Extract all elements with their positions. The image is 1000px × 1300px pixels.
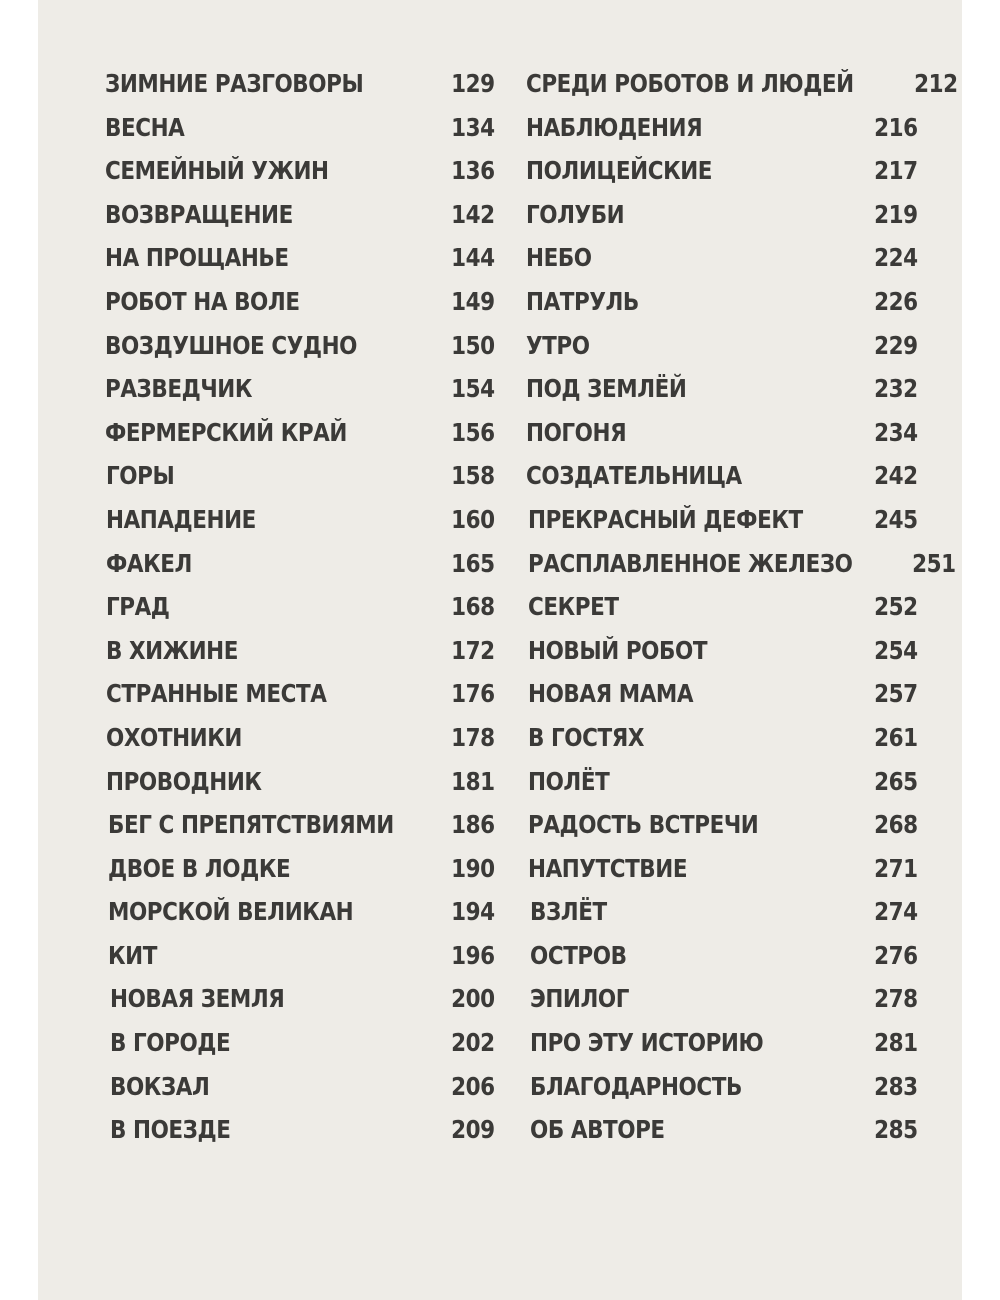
toc-entry-title: ОХОТНИКИ <box>106 722 242 752</box>
toc-entry-title: РАДОСТЬ ВСТРЕЧИ <box>528 810 759 840</box>
toc-entry <box>526 62 958 106</box>
toc-entry <box>526 324 918 368</box>
toc-column-right <box>526 62 958 1152</box>
toc-entry-title: КИТ <box>108 940 157 970</box>
toc-entry-title: ВОЗВРАЩЕНИЕ <box>105 199 293 229</box>
toc-entry-page: 190 <box>451 853 495 883</box>
toc-entry-page: 257 <box>874 679 918 709</box>
toc-entry-title: РАСПЛАВЛЕННОЕ ЖЕЛЕЗО <box>528 548 853 578</box>
toc-entry <box>105 542 495 586</box>
toc-entry <box>526 716 918 760</box>
toc-entry-page: 144 <box>451 243 495 273</box>
toc-entry <box>526 760 918 804</box>
toc-entry-page: 276 <box>874 940 918 970</box>
toc-entry-page: 196 <box>451 940 495 970</box>
toc-column-left <box>105 62 495 1152</box>
toc-entry-title: ОБ АВТОРЕ <box>530 1115 665 1145</box>
toc-entry-page: 271 <box>874 853 918 883</box>
toc-entry <box>105 629 495 673</box>
toc-entry <box>105 367 495 411</box>
toc-entry-page: 234 <box>874 417 918 447</box>
toc-entry-title: В ГОСТЯХ <box>528 722 644 752</box>
toc-entry <box>105 1021 495 1065</box>
toc-entry-page: 206 <box>451 1071 495 1101</box>
toc-entry-page: 202 <box>451 1028 495 1058</box>
toc-entry-page: 176 <box>451 679 495 709</box>
toc-entry-page: 160 <box>451 504 495 534</box>
toc-entry-title: ПАТРУЛЬ <box>526 286 639 316</box>
toc-entry <box>526 411 918 455</box>
toc-entry-title: ПОГОНЯ <box>526 417 627 447</box>
toc-entry-page: 226 <box>874 286 918 316</box>
toc-entry <box>526 629 918 673</box>
toc-entry <box>526 890 918 934</box>
toc-entry-page: 251 <box>912 548 957 578</box>
toc-entry-title: ПОЛИЦЕЙСКИЕ <box>526 156 713 186</box>
toc-entry-title: В ХИЖИНЕ <box>106 635 238 665</box>
toc-entry <box>105 977 495 1021</box>
toc-entry-title: ЗИМНИЕ РАЗГОВОРЫ <box>105 69 364 98</box>
toc-entry-title: СРЕДИ РОБОТОВ И ЛЮДЕЙ <box>526 69 854 98</box>
toc-entry-title: ВОЗДУШНОЕ СУДНО <box>105 330 357 360</box>
toc-entry-page: 150 <box>451 330 495 360</box>
toc-entry-page: 136 <box>451 156 495 186</box>
toc-entry-page: 285 <box>874 1115 918 1145</box>
toc-entry-page: 168 <box>451 592 495 622</box>
toc-entry-page: 194 <box>451 897 495 927</box>
toc-entry <box>105 411 495 455</box>
toc-entry-page: 178 <box>451 722 495 752</box>
toc-entry-title: ПОЛЁТ <box>528 766 610 796</box>
toc-entry-title: ВЕСНА <box>105 112 185 142</box>
toc-entry-page: 134 <box>451 112 495 142</box>
toc-entry-title: ПРОВОДНИК <box>106 766 262 796</box>
toc-entry-page: 229 <box>874 330 918 360</box>
toc-entry-title: РАЗВЕДЧИК <box>105 374 252 404</box>
toc-entry-title: НОВАЯ ЗЕМЛЯ <box>110 984 285 1014</box>
toc-entry <box>105 847 495 891</box>
toc-entry <box>105 498 495 542</box>
toc-entry-title: НАБЛЮДЕНИЯ <box>526 112 703 142</box>
toc-entry <box>526 236 918 280</box>
toc-entry-page: 219 <box>874 199 918 229</box>
toc-entry-title: СОЗДАТЕЛЬНИЦА <box>526 461 742 491</box>
toc-entry <box>526 193 918 237</box>
toc-entry <box>105 106 495 150</box>
toc-entry-page: 181 <box>451 766 495 796</box>
toc-entry <box>526 367 918 411</box>
toc-entry <box>105 280 495 324</box>
toc-entry-title: ВОКЗАЛ <box>110 1071 210 1101</box>
toc-entry-title: ФАКЕЛ <box>106 548 192 578</box>
toc-entry <box>526 585 918 629</box>
toc-entry-page: 254 <box>874 635 918 665</box>
toc-entry-title: МОРСКОЙ ВЕЛИКАН <box>108 897 354 927</box>
toc-entry-title: ДВОЕ В ЛОДКЕ <box>108 853 291 883</box>
toc-entry <box>526 847 918 891</box>
toc-entry <box>526 672 918 716</box>
book-page <box>38 0 962 1300</box>
toc-entry-title: ГОРЫ <box>106 461 175 491</box>
toc-entry-page: 212 <box>914 69 958 98</box>
toc-entry-title: ГОЛУБИ <box>526 199 625 229</box>
toc-entry-page: 165 <box>451 548 495 578</box>
toc-entry-title: НАПУТСТВИЕ <box>528 853 688 883</box>
toc-entry-title: УТРО <box>526 330 590 360</box>
toc-entry-page: 217 <box>874 156 918 186</box>
toc-entry <box>105 803 495 847</box>
toc-entry <box>105 1108 495 1152</box>
toc-entry <box>105 716 495 760</box>
toc-entry <box>105 149 495 193</box>
toc-entry-page: 281 <box>874 1028 918 1058</box>
toc-entry <box>105 236 495 280</box>
toc-entry-title: ГРАД <box>106 592 170 622</box>
toc-entry <box>526 280 918 324</box>
toc-entry-title: СТРАННЫЕ МЕСТА <box>106 679 327 709</box>
toc-entry-page: 268 <box>874 810 918 840</box>
toc-entry <box>105 1065 495 1109</box>
toc-entry <box>105 585 495 629</box>
toc-entry-title: В ПОЕЗДЕ <box>110 1115 231 1145</box>
toc-entry <box>526 149 918 193</box>
toc-entry-title: В ГОРОДЕ <box>110 1028 231 1058</box>
toc-entry-title: ПОД ЗЕМЛЁЙ <box>526 374 687 404</box>
toc-entry-title: СЕМЕЙНЫЙ УЖИН <box>105 156 329 186</box>
toc-entry <box>105 934 495 978</box>
toc-entry <box>526 1108 918 1152</box>
toc-entry-title: ПРО ЭТУ ИСТОРИЮ <box>530 1028 764 1058</box>
toc-entry-title: ЭПИЛОГ <box>530 984 630 1014</box>
toc-entry-page: 265 <box>874 766 918 796</box>
toc-entry <box>526 934 918 978</box>
toc-entry-page: 242 <box>874 461 918 491</box>
toc-entry-title: БЕГ С ПРЕПЯТСТВИЯМИ <box>108 810 394 840</box>
toc-entry-title: ВЗЛЁТ <box>530 897 607 927</box>
toc-entry-page: 252 <box>874 592 918 622</box>
toc-entry-page: 156 <box>451 417 495 447</box>
toc-entry-title: НЕБО <box>526 243 592 273</box>
toc-entry <box>105 324 495 368</box>
toc-entry-title: НОВАЯ МАМА <box>528 679 694 709</box>
toc-entry-page: 129 <box>451 69 495 98</box>
toc-entry <box>526 803 918 847</box>
toc-entry-page: 278 <box>874 984 918 1014</box>
toc-entry-page: 209 <box>451 1115 495 1145</box>
toc-entry-page: 216 <box>874 112 918 142</box>
toc-entry-title: НА ПРОЩАНЬЕ <box>105 243 289 273</box>
toc-entry <box>526 977 918 1021</box>
toc-entry-page: 158 <box>451 461 495 491</box>
toc-entry-title: ФЕРМЕРСКИЙ КРАЙ <box>105 417 347 447</box>
toc-entry-page: 283 <box>874 1071 918 1101</box>
toc-entry-page: 200 <box>451 984 495 1014</box>
toc-entry <box>105 760 495 804</box>
toc-entry-page: 274 <box>874 897 918 927</box>
toc-entry <box>526 498 918 542</box>
toc-entry-page: 232 <box>874 374 918 404</box>
toc-entry <box>105 193 495 237</box>
toc-entry-page: 224 <box>874 243 918 273</box>
toc-entry-title: ПРЕКРАСНЫЙ ДЕФЕКТ <box>528 504 803 534</box>
toc-entry-page: 154 <box>451 374 495 404</box>
toc-entry-title: НОВЫЙ РОБОТ <box>528 635 708 665</box>
toc-entry-title: СЕКРЕТ <box>528 592 619 622</box>
toc-entry <box>526 106 918 150</box>
toc-entry-page: 149 <box>451 286 495 316</box>
toc-entry <box>526 454 918 498</box>
toc-entry <box>105 62 495 106</box>
toc-entry-page: 142 <box>451 199 495 229</box>
toc-entry-title: ОСТРОВ <box>530 940 627 970</box>
toc-entry <box>526 542 957 586</box>
toc-entry <box>526 1021 918 1065</box>
toc-entry <box>105 672 495 716</box>
toc-entry-page: 245 <box>874 504 918 534</box>
toc-entry-title: НАПАДЕНИЕ <box>106 504 256 534</box>
toc-entry-page: 186 <box>451 810 495 840</box>
toc-entry <box>105 890 495 934</box>
toc-entry-page: 172 <box>451 635 495 665</box>
toc-entry-title: БЛАГОДАРНОСТЬ <box>530 1071 742 1101</box>
toc-entry-page: 261 <box>874 722 918 752</box>
toc-entry <box>526 1065 918 1109</box>
toc-entry <box>105 454 495 498</box>
toc-entry-title: РОБОТ НА ВОЛЕ <box>105 286 300 316</box>
